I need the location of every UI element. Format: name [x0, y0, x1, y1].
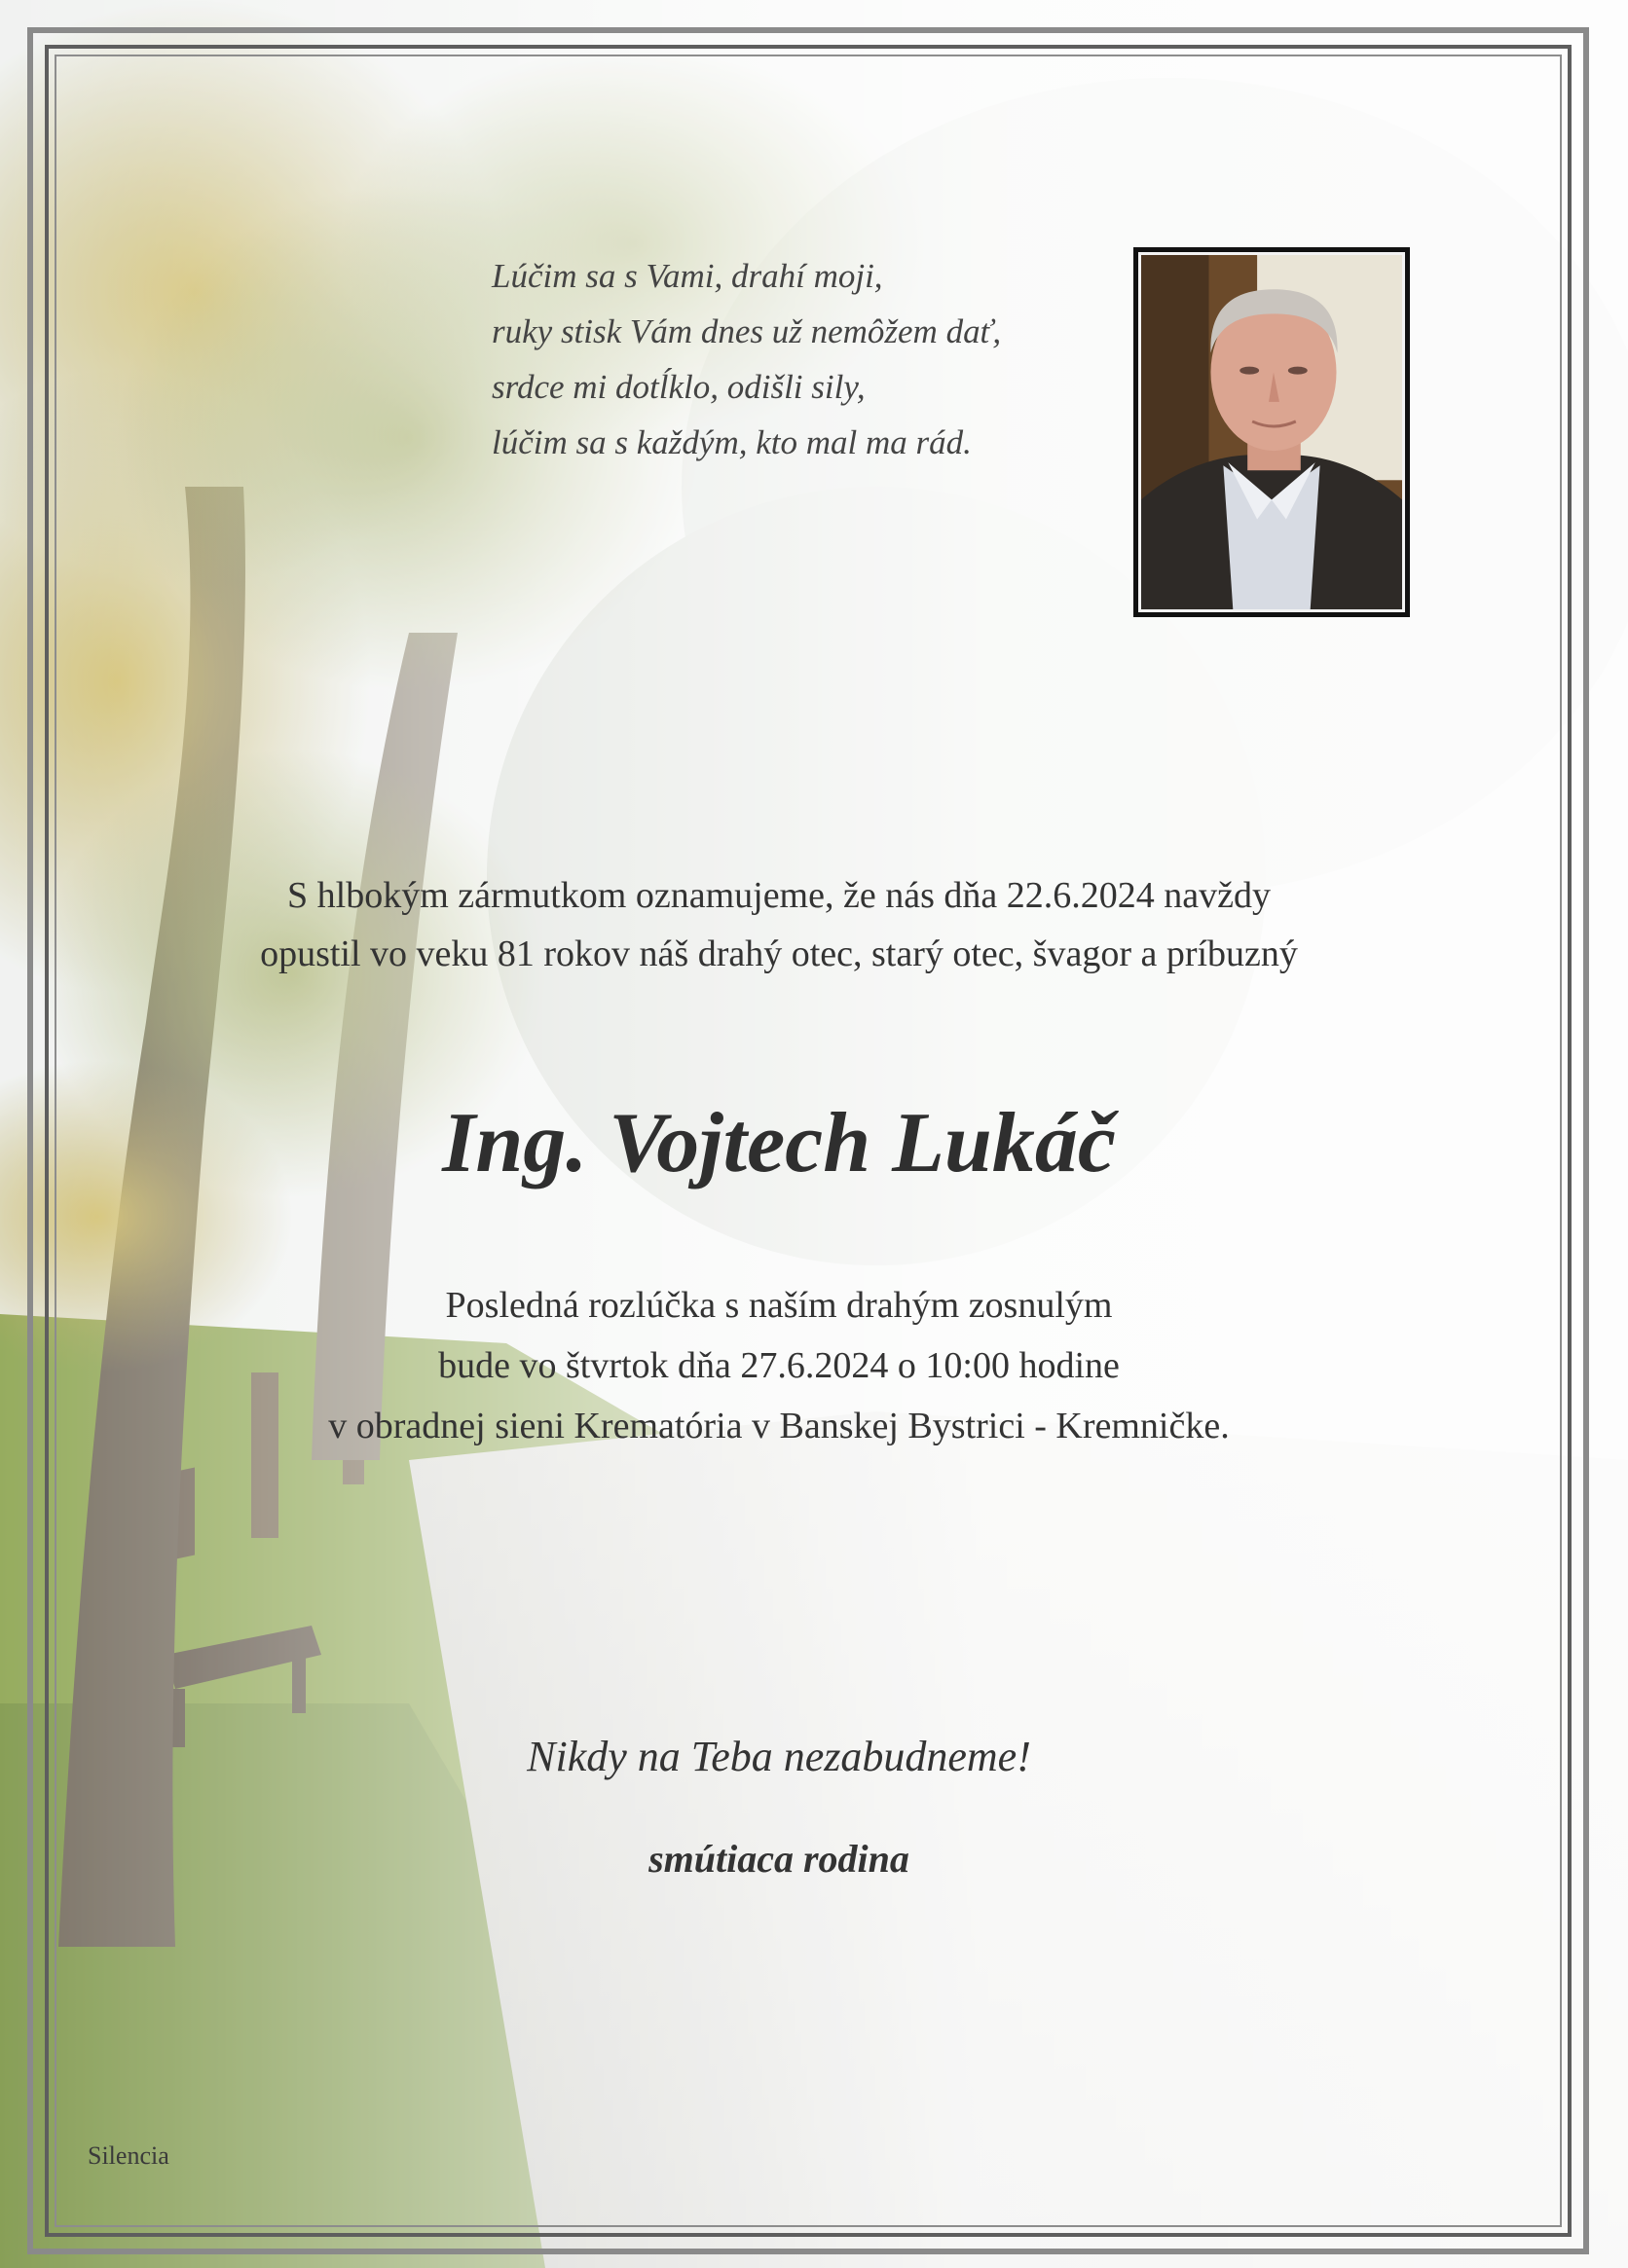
funeral-line: Posledná rozlúčka s naším drahým zosnulým — [445, 1285, 1113, 1326]
portrait-photo-frame — [1133, 247, 1410, 617]
deceased-name: Ing. Vojtech Lukáč — [442, 1096, 1116, 1190]
family-signature: smútiaca rodina — [648, 1837, 909, 1881]
farewell-poem — [492, 248, 1115, 470]
portrait-photo — [1141, 255, 1402, 609]
funeral-line: v obradnej sieni Krematória v Banskej Bystrici - Kremničke. — [328, 1406, 1230, 1446]
death-announcement — [146, 866, 1412, 983]
poem-line: lúčim sa s každým, kto mal ma rád. — [492, 423, 972, 461]
poem-line: srdce mi dotĺklo, odišli sily, — [492, 368, 866, 406]
closing-message: Nikdy na Teba nezabudneme! — [527, 1733, 1031, 1780]
funeral-line: bude vo štvrtok dňa 27.6.2024 o 10:00 hodine — [438, 1345, 1120, 1386]
poem-line: ruky stisk Vám dnes už nemôžem dať, — [492, 312, 1002, 350]
poem-line: Lúčim sa s Vami, drahí moji, — [492, 257, 883, 295]
publisher-brand: Silencia — [88, 2141, 169, 2170]
announcement-line: S hlbokým zármutkom oznamujeme, že nás dňa 22.6.2024 navždy — [287, 875, 1271, 916]
announcement-line: opustil vo veku 81 rokov náš drahý otec, starý otec, švagor a príbuzný — [260, 933, 1298, 974]
funeral-details — [146, 1275, 1412, 1456]
